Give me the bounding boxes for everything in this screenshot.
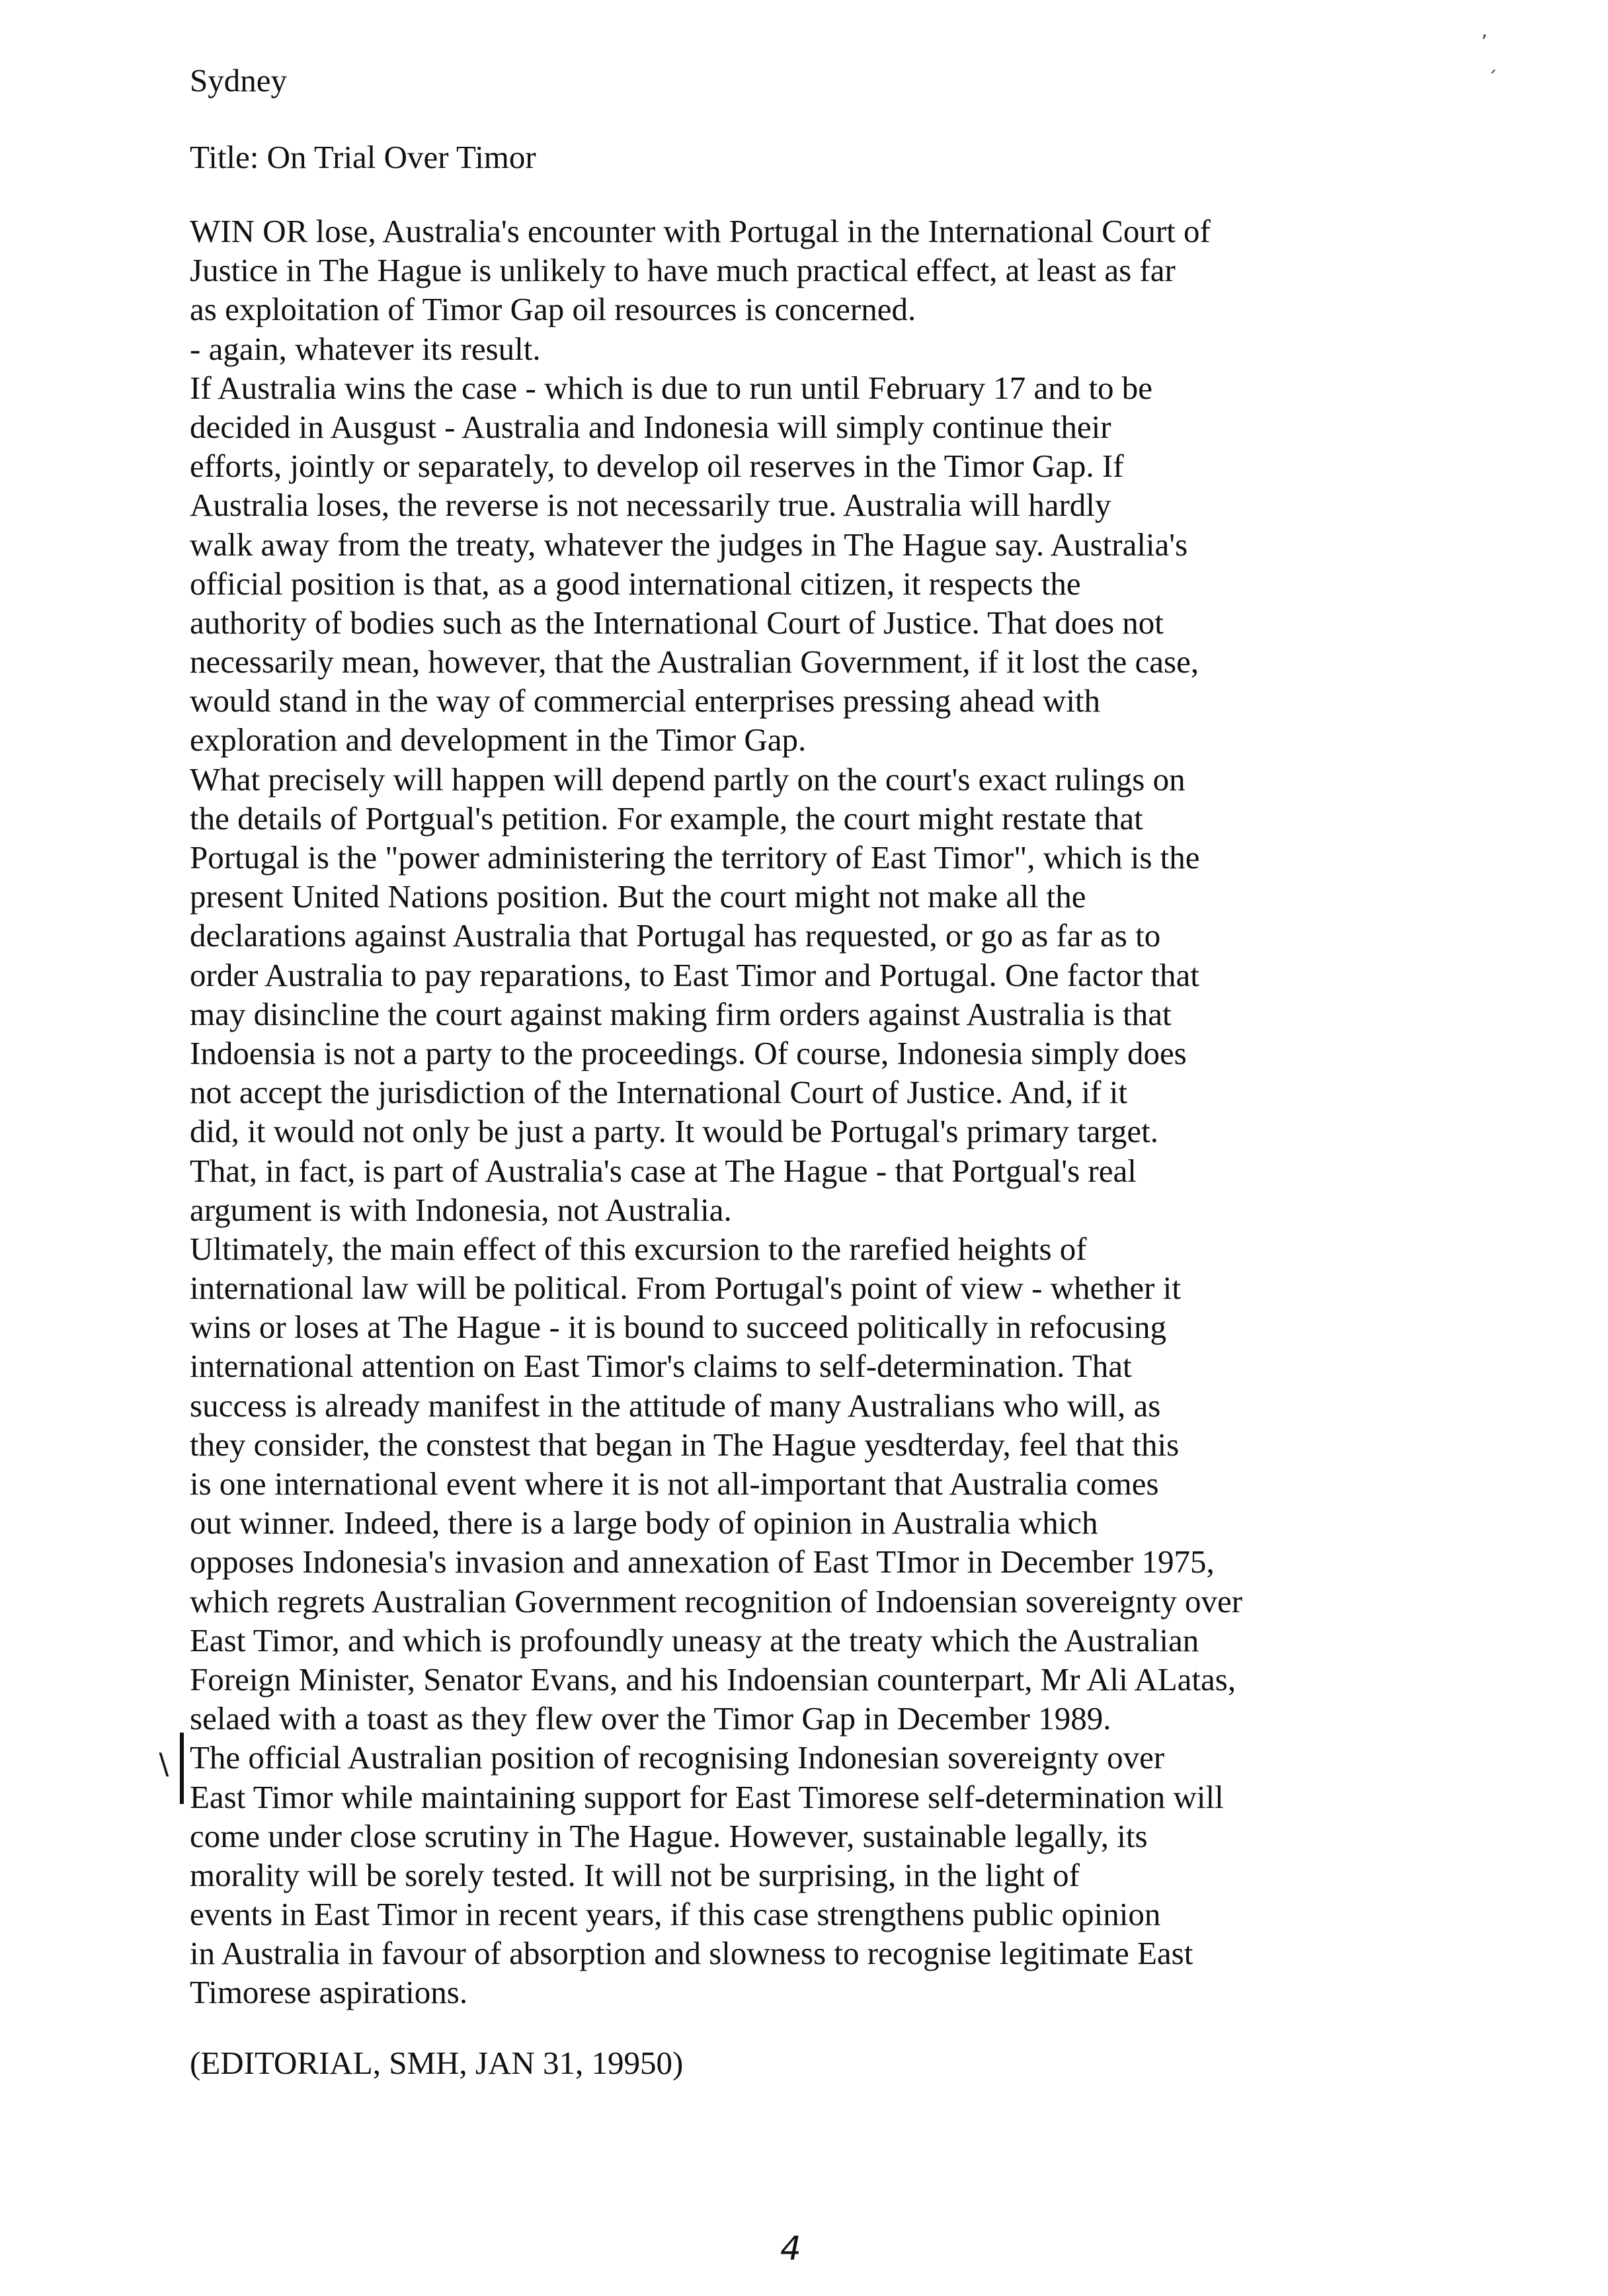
body-line: walk away from the treaty, whatever the judges in The Hague say. Australia's (190, 526, 1188, 563)
body-line: Australia loses, the reverse is not necessarily true. Australia will hardly (190, 487, 1111, 524)
body-line: events in East Timor in recent years, if this case strengthens public opinion (190, 1896, 1161, 1933)
body-line: selaed with a toast as they flew over the Timor Gap in December 1989. (190, 1700, 1111, 1737)
body-line: did, it would not only be just a party. It would be Portugal's primary target. (190, 1113, 1158, 1150)
article-body (190, 212, 1334, 2012)
body-line: international law will be political. From Portugal's point of view - whether it (190, 1270, 1181, 1307)
body-line: not accept the jurisdiction of the International Court of Justice. And, if it (190, 1074, 1127, 1111)
body-line: may disincline the court against making firm orders against Australia is that (190, 995, 1172, 1032)
body-line: Ultimately, the main effect of this excursion to the rarefied heights of (190, 1230, 1087, 1267)
body-line: What precisely will happen will depend partly on the court's exact rulings on (190, 760, 1186, 798)
article-title: Title: On Trial Over Timor (190, 139, 536, 175)
page-number: 4 (780, 2229, 801, 2268)
body-line: is one international event where it is not all-important that Australia comes (190, 1465, 1159, 1502)
scan-specks: ’ ˏ (1481, 31, 1498, 74)
body-line: they consider, the constest that began in The Hague yesdterday, feel that this (190, 1426, 1180, 1463)
body-line: wins or loses at The Hague - it is bound to succeed politically in refocusing (190, 1309, 1166, 1346)
body-line: decided in Ausgust - Australia and Indonesia will simply continue their (190, 408, 1111, 445)
body-line: opposes Indonesia's invasion and annexation of East TImor in December 1975, (190, 1543, 1215, 1580)
dateline: Sydney (190, 62, 287, 99)
body-line: as exploitation of Timor Gap oil resources is concerned. (190, 291, 916, 328)
body-line: argument is with Indonesia, not Australia. (190, 1191, 732, 1228)
body-line: Foreign Minister, Senator Evans, and his Indoensian counterpart, Mr Ali ALatas, (190, 1660, 1236, 1698)
body-line: Justice in The Hague is unlikely to have much practical effect, at least as far (190, 252, 1176, 289)
body-line: necessarily mean, however, that the Australian Government, if it lost the case, (190, 643, 1199, 680)
body-line: come under close scrutiny in The Hague. However, sustainable legally, its (190, 1817, 1148, 1854)
body-line: out winner. Indeed, there is a large body of opinion in Australia which (190, 1504, 1098, 1541)
body-line: Indoensia is not a party to the proceedings. Of course, Indonesia simply does (190, 1034, 1187, 1071)
margin-annotation-mark: ∖ (153, 1748, 173, 1782)
body-line: East Timor, and which is profoundly uneasy at the treaty which the Australian (190, 1621, 1199, 1659)
source-citation: (EDITORIAL, SMH, JAN 31, 19950) (190, 2045, 684, 2081)
body-line: declarations against Australia that Portugal has requested, or go as far as to (190, 917, 1161, 954)
body-line: success is already manifest in the attitude of many Australians who will, as (190, 1387, 1161, 1424)
body-line: efforts, jointly or separately, to develop oil reserves in the Timor Gap. If (190, 448, 1124, 485)
body-line: That, in fact, is part of Australia's case at The Hague - that Portgual's real (190, 1152, 1137, 1189)
body-line: Portugal is the "power administering the territory of East Timor", which is the (190, 839, 1200, 876)
body-line: present United Nations position. But the court might not make all the (190, 878, 1086, 915)
body-line: exploration and development in the Timor Gap. (190, 721, 807, 758)
body-line: If Australia wins the case - which is due to run until February 17 and to be (190, 369, 1153, 406)
body-line: morality will be sorely tested. It will not be surprising, in the light of (190, 1856, 1080, 1893)
body-line: would stand in the way of commercial enterprises pressing ahead with (190, 682, 1101, 719)
body-line: which regrets Australian Government recognition of Indoensian sovereignty over (190, 1582, 1243, 1620)
body-line: official position is that, as a good international citizen, it respects the (190, 565, 1081, 602)
body-line: East Timor while maintaining support for East Timorese self-determination will (190, 1778, 1224, 1815)
body-line: authority of bodies such as the International Court of Justice. That does not (190, 604, 1164, 641)
body-line: order Australia to pay reparations, to East Timor and Portugal. One factor that (190, 956, 1199, 993)
body-line: WIN OR lose, Australia's encounter with Portugal in the International Court of (190, 213, 1211, 249)
body-line: The official Australian position of recognising Indonesian sovereignty over (190, 1739, 1165, 1776)
body-line: the details of Portgual's petition. For example, the court might restate that (190, 800, 1143, 837)
body-line: international attention on East Timor's claims to self-determination. That (190, 1348, 1132, 1385)
margin-annotation-bar (180, 1733, 184, 1804)
body-line: Timorese aspirations. (190, 1974, 468, 2011)
body-line: in Australia in favour of absorption and slowness to recognise legitimate East (190, 1935, 1193, 1972)
body-line: - again, whatever its result. (190, 330, 541, 367)
